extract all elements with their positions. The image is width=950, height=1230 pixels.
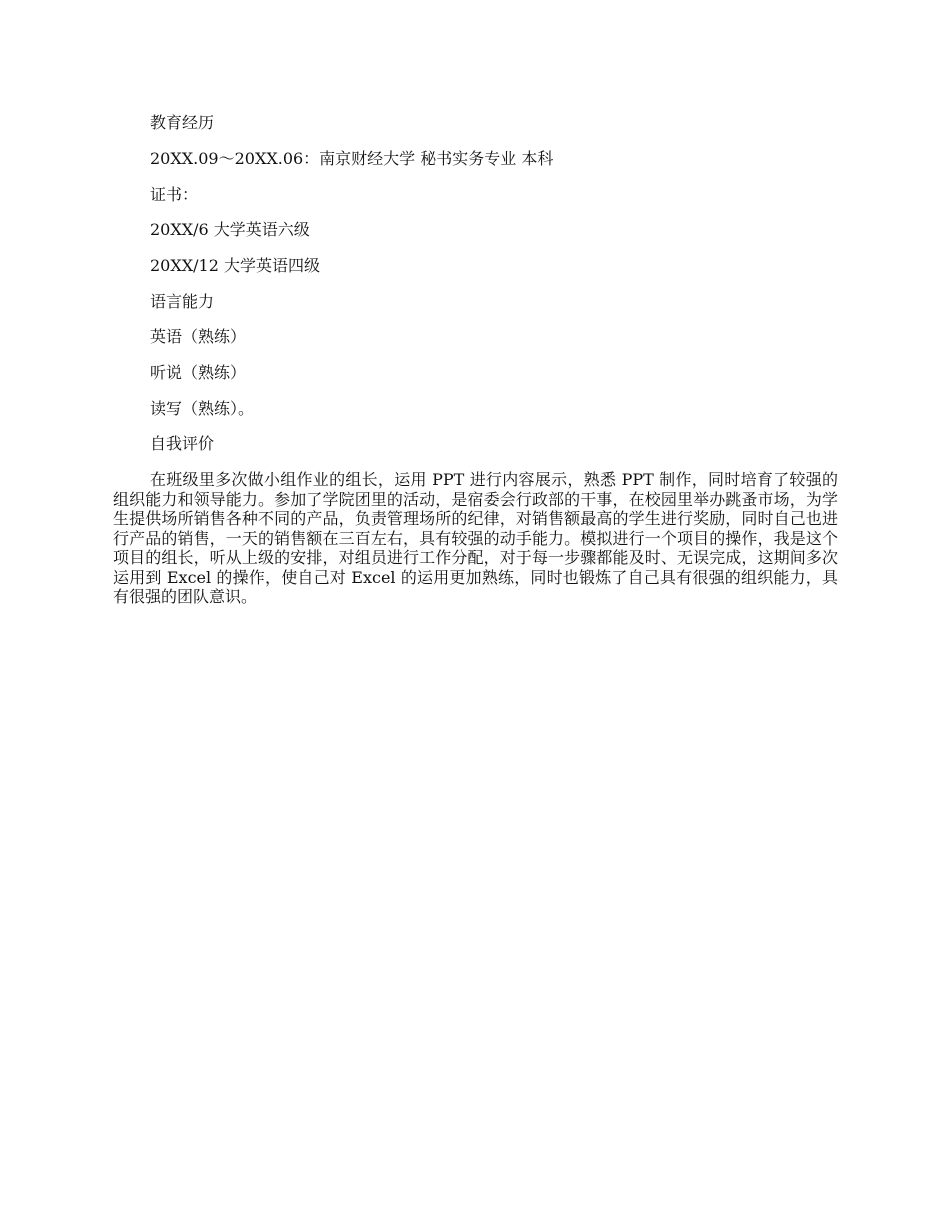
language-item: 读写（熟练）。 [150, 399, 255, 418]
language-item: 听说（熟练） [150, 363, 247, 382]
self-evaluation-heading: 自我评价 [150, 434, 215, 453]
language-heading: 语言能力 [150, 292, 215, 311]
language-item: 英语（熟练） [150, 327, 247, 346]
education-heading: 教育经历 [150, 113, 215, 132]
certificates-heading: 证书： [150, 185, 199, 204]
self-evaluation-body: 在班级里多次做小组作业的组长，运用 PPT 进行内容展示，熟悉 PPT 制作，同时培育了较强的组织能力和领导能力。参加了学院团里的活动，是宿委会行政部的干事，在校园里举办跳蚤市场，为学生提供场所销售各种不同的产品，负责管理场所的纪律，对销售额最高的学生进行奖励，同时自己也进行产品的销售，一天的销售额在三百左右，具有较强的动手能力。模拟进行一个项目的操作，我是这个项目的组长，听从上级的安排，对组员进行工作分配，对于每一步骤都能及时、无误完成，这期间多次运用到 Excel 的操作，使自己对 Excel 的运用更加熟练，同时也锻炼了自己具有很强的组织能力，具有很强的团队意识。 [113, 470, 838, 606]
education-entry: 20XX.09～20XX.06：南京财经大学 秘书实务专业 本科 [150, 149, 554, 168]
certificate-item: 20XX/6 大学英语六级 [150, 220, 310, 239]
certificate-item: 20XX/12 大学英语四级 [150, 256, 320, 275]
